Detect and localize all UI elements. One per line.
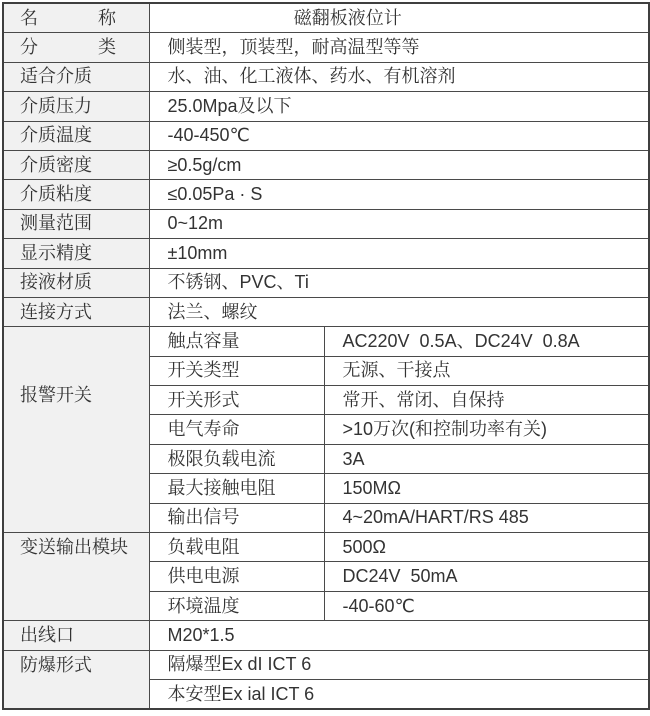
table-row	[3, 150, 649, 179]
spec-label: 显示精度	[3, 239, 149, 268]
sub-spec-value: 4~20mA/HART/RS 485	[324, 503, 649, 532]
sub-spec-value: AC220V 0.5A、DC24V 0.8A	[324, 327, 649, 356]
spec-value: ±10mm	[149, 239, 649, 268]
spec-label: 出线口	[3, 621, 149, 650]
sub-spec-label: 极限负载电流	[149, 444, 324, 473]
spec-label: 接液材质	[3, 268, 149, 297]
spec-value: 隔爆型Ex dI ICT 6	[149, 650, 649, 679]
spec-value: ≥0.5g/cm	[149, 150, 649, 179]
spec-value: 本安型Ex ial ICT 6	[149, 679, 649, 709]
table-row	[3, 327, 649, 356]
spec-label: 连接方式	[3, 297, 149, 326]
spec-label: 介质温度	[3, 121, 149, 150]
table-row	[3, 297, 649, 326]
section-label-transmitter-module: 变送输出模块	[3, 533, 149, 621]
table-row	[3, 650, 649, 679]
spec-value: 磁翻板液位计	[149, 3, 649, 33]
spec-value: ≤0.05Pa · S	[149, 180, 649, 209]
sub-spec-label: 供电电源	[149, 562, 324, 591]
table-row	[3, 33, 649, 62]
spec-value: 25.0Mpa及以下	[149, 92, 649, 121]
spec-value: 0~12m	[149, 209, 649, 238]
sub-spec-value: -40-60℃	[324, 591, 649, 620]
sub-spec-value: 150MΩ	[324, 474, 649, 503]
table-row	[3, 621, 649, 650]
sub-spec-label: 电气寿命	[149, 415, 324, 444]
sub-spec-label: 环境温度	[149, 591, 324, 620]
table-row	[3, 92, 649, 121]
sub-spec-value: 常开、常闭、自保持	[324, 386, 649, 415]
section-label-alarm-switch: 报警开关	[3, 327, 149, 533]
sub-spec-label: 输出信号	[149, 503, 324, 532]
spec-value: M20*1.5	[149, 621, 649, 650]
sub-spec-label: 最大接触电阻	[149, 474, 324, 503]
sub-spec-label: 开关类型	[149, 356, 324, 385]
spec-label: 测量范围	[3, 209, 149, 238]
section-label-explosion-proof: 防爆形式	[3, 650, 149, 709]
spec-value: 法兰、螺纹	[149, 297, 649, 326]
sub-spec-label: 负载电阻	[149, 533, 324, 562]
spec-label	[3, 33, 149, 62]
spec-table	[2, 2, 650, 710]
sub-spec-value: 500Ω	[324, 533, 649, 562]
sub-spec-label: 开关形式	[149, 386, 324, 415]
spec-label: 适合介质	[3, 62, 149, 91]
sub-spec-value: 无源、干接点	[324, 356, 649, 385]
spec-value: -40-450℃	[149, 121, 649, 150]
table-row	[3, 3, 649, 33]
sub-spec-value: >10万次(和控制功率有关)	[324, 415, 649, 444]
spec-label-text: 名 称	[20, 7, 116, 28]
table-row	[3, 209, 649, 238]
table-row	[3, 239, 649, 268]
sub-spec-value: DC24V 50mA	[324, 562, 649, 591]
table-row	[3, 180, 649, 209]
spec-value: 不锈钢、PVC、Ti	[149, 268, 649, 297]
table-row	[3, 121, 649, 150]
spec-label: 介质密度	[3, 150, 149, 179]
table-row	[3, 533, 649, 562]
spec-value: 水、油、化工液体、药水、有机溶剂	[149, 62, 649, 91]
sub-spec-value: 3A	[324, 444, 649, 473]
spec-label: 介质粘度	[3, 180, 149, 209]
table-row	[3, 62, 649, 91]
table-row	[3, 268, 649, 297]
sub-spec-label: 触点容量	[149, 327, 324, 356]
spec-label	[3, 3, 149, 33]
spec-value: 侧装型，顶装型，耐高温型等等	[149, 33, 649, 62]
spec-label-text: 分 类	[20, 37, 116, 58]
spec-label: 介质压力	[3, 92, 149, 121]
